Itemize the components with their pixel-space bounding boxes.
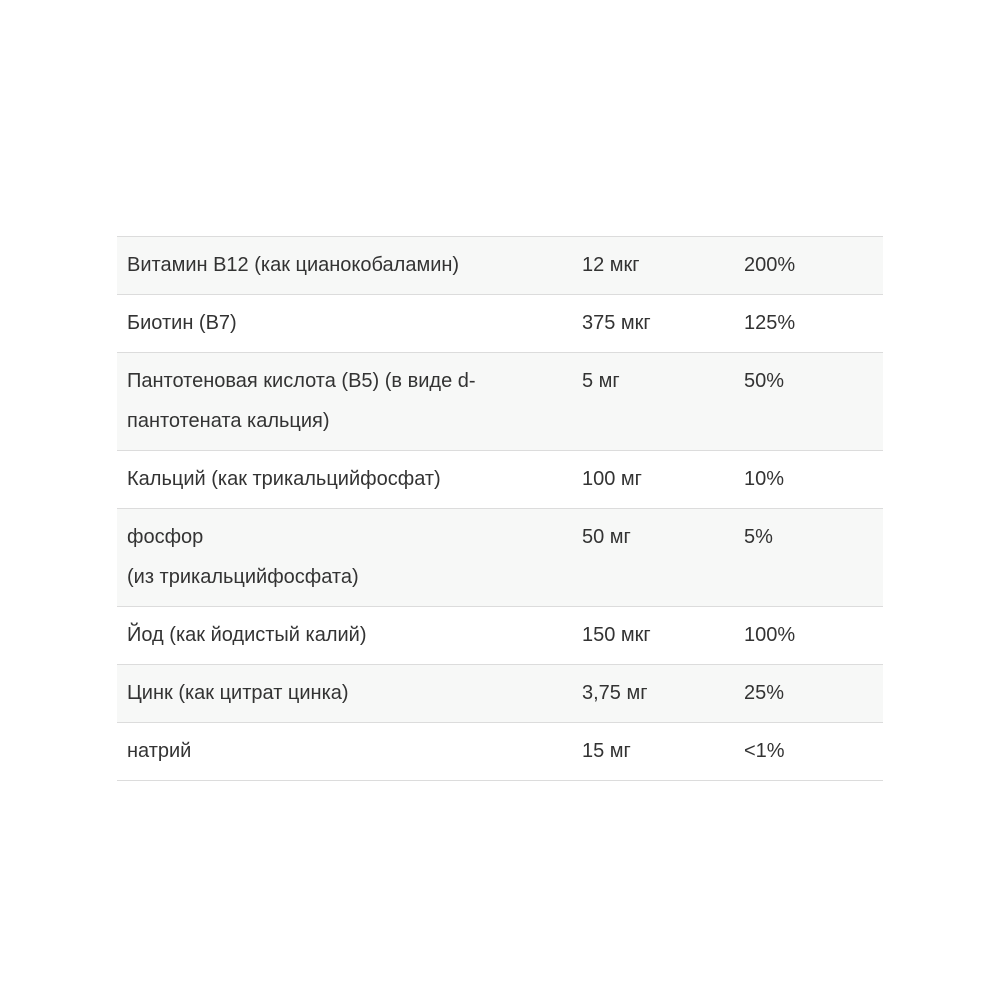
nutrient-amount: 375 мкг — [572, 295, 734, 353]
table-row — [117, 607, 883, 665]
nutrient-daily-value: 10% — [734, 451, 883, 509]
nutrient-name: Биотин (B7) — [117, 295, 572, 353]
table-row — [117, 353, 883, 451]
nutrient-daily-value: 125% — [734, 295, 883, 353]
nutrient-name: Витамин B12 (как цианокобаламин) — [117, 237, 572, 295]
nutrient-name: натрий — [117, 723, 572, 781]
table-row — [117, 295, 883, 353]
nutrient-amount: 15 мг — [572, 723, 734, 781]
nutrient-name: Пантотеновая кислота (B5) (в виде d-пантотената кальция) — [117, 353, 572, 451]
nutrient-daily-value: 200% — [734, 237, 883, 295]
nutrient-amount: 150 мкг — [572, 607, 734, 665]
nutrition-table — [117, 236, 883, 781]
nutrient-daily-value: 5% — [734, 509, 883, 607]
table-row — [117, 665, 883, 723]
nutrient-name: Цинк (как цитрат цинка) — [117, 665, 572, 723]
table-row — [117, 723, 883, 781]
nutrient-daily-value: <1% — [734, 723, 883, 781]
nutrient-amount: 3,75 мг — [572, 665, 734, 723]
table-row — [117, 237, 883, 295]
table-row — [117, 451, 883, 509]
nutrient-name: Йод (как йодистый калий) — [117, 607, 572, 665]
nutrient-amount: 5 мг — [572, 353, 734, 451]
nutrient-amount: 100 мг — [572, 451, 734, 509]
nutrient-daily-value: 50% — [734, 353, 883, 451]
nutrient-amount: 50 мг — [572, 509, 734, 607]
table-row — [117, 509, 883, 607]
nutrient-name: фосфор (из трикальцийфосфата) — [117, 509, 572, 607]
nutrient-name: Кальций (как трикальцийфосфат) — [117, 451, 572, 509]
nutrient-amount: 12 мкг — [572, 237, 734, 295]
nutrient-daily-value: 100% — [734, 607, 883, 665]
nutrient-daily-value: 25% — [734, 665, 883, 723]
